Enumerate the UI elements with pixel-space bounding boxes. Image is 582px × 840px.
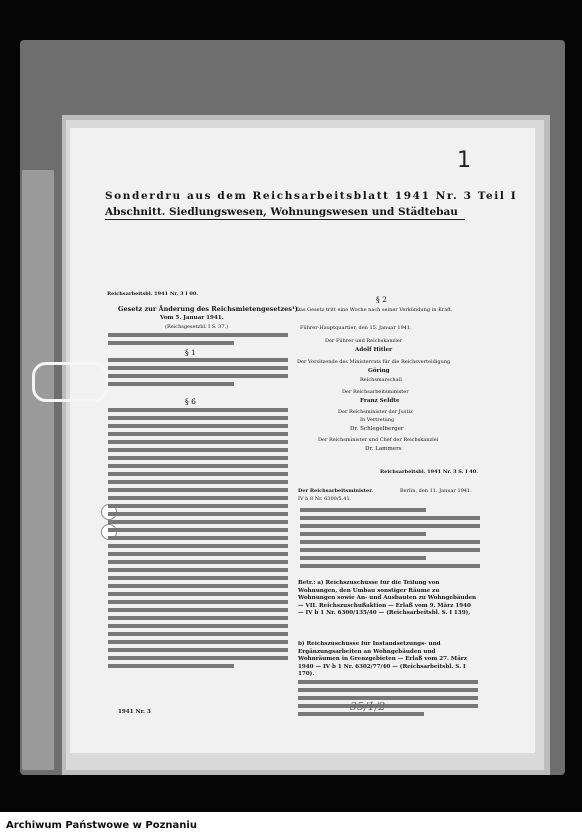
left-citation: Reichsarbeitsbl. 1941 Nr. 3 I 00. bbox=[107, 291, 199, 297]
signer4-name: Dr. Schlegelberger bbox=[350, 426, 404, 432]
section-2-text: Das Gesetz tritt eine Woche nach seiner Verkündung in Kraft. bbox=[296, 307, 453, 313]
right-citation: Reichsarbeitsbl. 1941 Nr. 3 S. I 40. bbox=[380, 469, 478, 475]
place-date: Führer-Hauptquartier, den 15. Januar 1941. bbox=[300, 325, 412, 331]
section-6: § 6 bbox=[185, 397, 196, 406]
header-line-1: Sonderdru aus dem Reichsarbeitsblatt 1941 Nr. 3 Teil I bbox=[105, 190, 518, 202]
letter-ref: IV b 8 Nr. 6300/5.41. bbox=[298, 496, 352, 502]
signer3-name: Franz Seldte bbox=[360, 398, 400, 404]
archive-footer-text: Archiwum Państwowe w Poznaniu bbox=[6, 820, 197, 831]
signer5-name: Dr. Lammers bbox=[365, 446, 402, 452]
section-1-text bbox=[108, 358, 288, 394]
signer3-title: Der Reichsarbeitsminister bbox=[342, 389, 409, 395]
section-1: § 1 bbox=[185, 348, 196, 357]
subject-heading-a: Betr.: a) Reichszuschüsse für die Teilung von Wohnungen, den Umbau sonstiger Räume zu Wohnungen sowie An- und Ausbauten zu Wohngebäuden — VII. Reichszuschußaktion — Erlaß vom 9. März 1940 — IV b 1 Nr. 6300/135/40 — (Reichsarbeitsbl. S. I 139), bbox=[298, 580, 477, 617]
signer5-title: Der Reichsminister und Chef der Reichskanzlei bbox=[318, 437, 439, 443]
intro-text bbox=[108, 333, 288, 347]
left-footer-ref: 1941 Nr. 3 bbox=[118, 709, 151, 715]
letter-date: Berlin, den 11. Januar 1941. bbox=[400, 488, 472, 494]
signer2-name: Göring bbox=[368, 368, 390, 374]
header-rule bbox=[105, 219, 465, 220]
letter-body bbox=[298, 680, 478, 724]
law-source: (Reichsgesetzbl. I S. 37.) bbox=[165, 324, 229, 330]
addressees bbox=[300, 508, 480, 578]
law-date: Vom 5. Januar 1941. bbox=[160, 315, 224, 321]
signer4-title: Der Reichsminister der Justiz bbox=[338, 409, 413, 415]
signer1-title: Der Führer und Reichskanzler bbox=[325, 338, 403, 344]
section-6-text bbox=[108, 408, 288, 684]
handwritten-page-number: 1 bbox=[457, 148, 471, 173]
subject-heading-b: b) Reichszuschüsse für Instandsetzungs- und Ergänzungsarbeiten an Wohngebäuden und Wohnräumen in Grenzgebieten — Erlaß vom 27. März 1940 — IV b 1 Nr. 6302/77/40 — (Reichsarbeitsbl. S. I 170). bbox=[298, 641, 467, 677]
letter-from: Der Reichsarbeitsminister. bbox=[298, 488, 374, 494]
section-2: § 2 bbox=[376, 295, 387, 304]
law-title: Gesetz zur Änderung des Reichsmietengesetzes¹). bbox=[118, 305, 301, 313]
handwritten-annotation: 35/1/2 bbox=[350, 700, 386, 713]
paper-clip-icon bbox=[32, 362, 108, 402]
binder-spine bbox=[22, 170, 54, 770]
signer2-rank: Reichsmarschall bbox=[360, 377, 402, 383]
signer1-name: Adolf Hitler bbox=[355, 347, 393, 353]
signer2-title: Der Vorsitzende des Ministerrats für die Reichsverteidigung bbox=[297, 359, 451, 365]
signer4-deputy: In Vertretung bbox=[360, 417, 395, 423]
header-line-2: Abschnitt. Siedlungswesen, Wohnungswesen und Städtebau bbox=[105, 206, 458, 218]
